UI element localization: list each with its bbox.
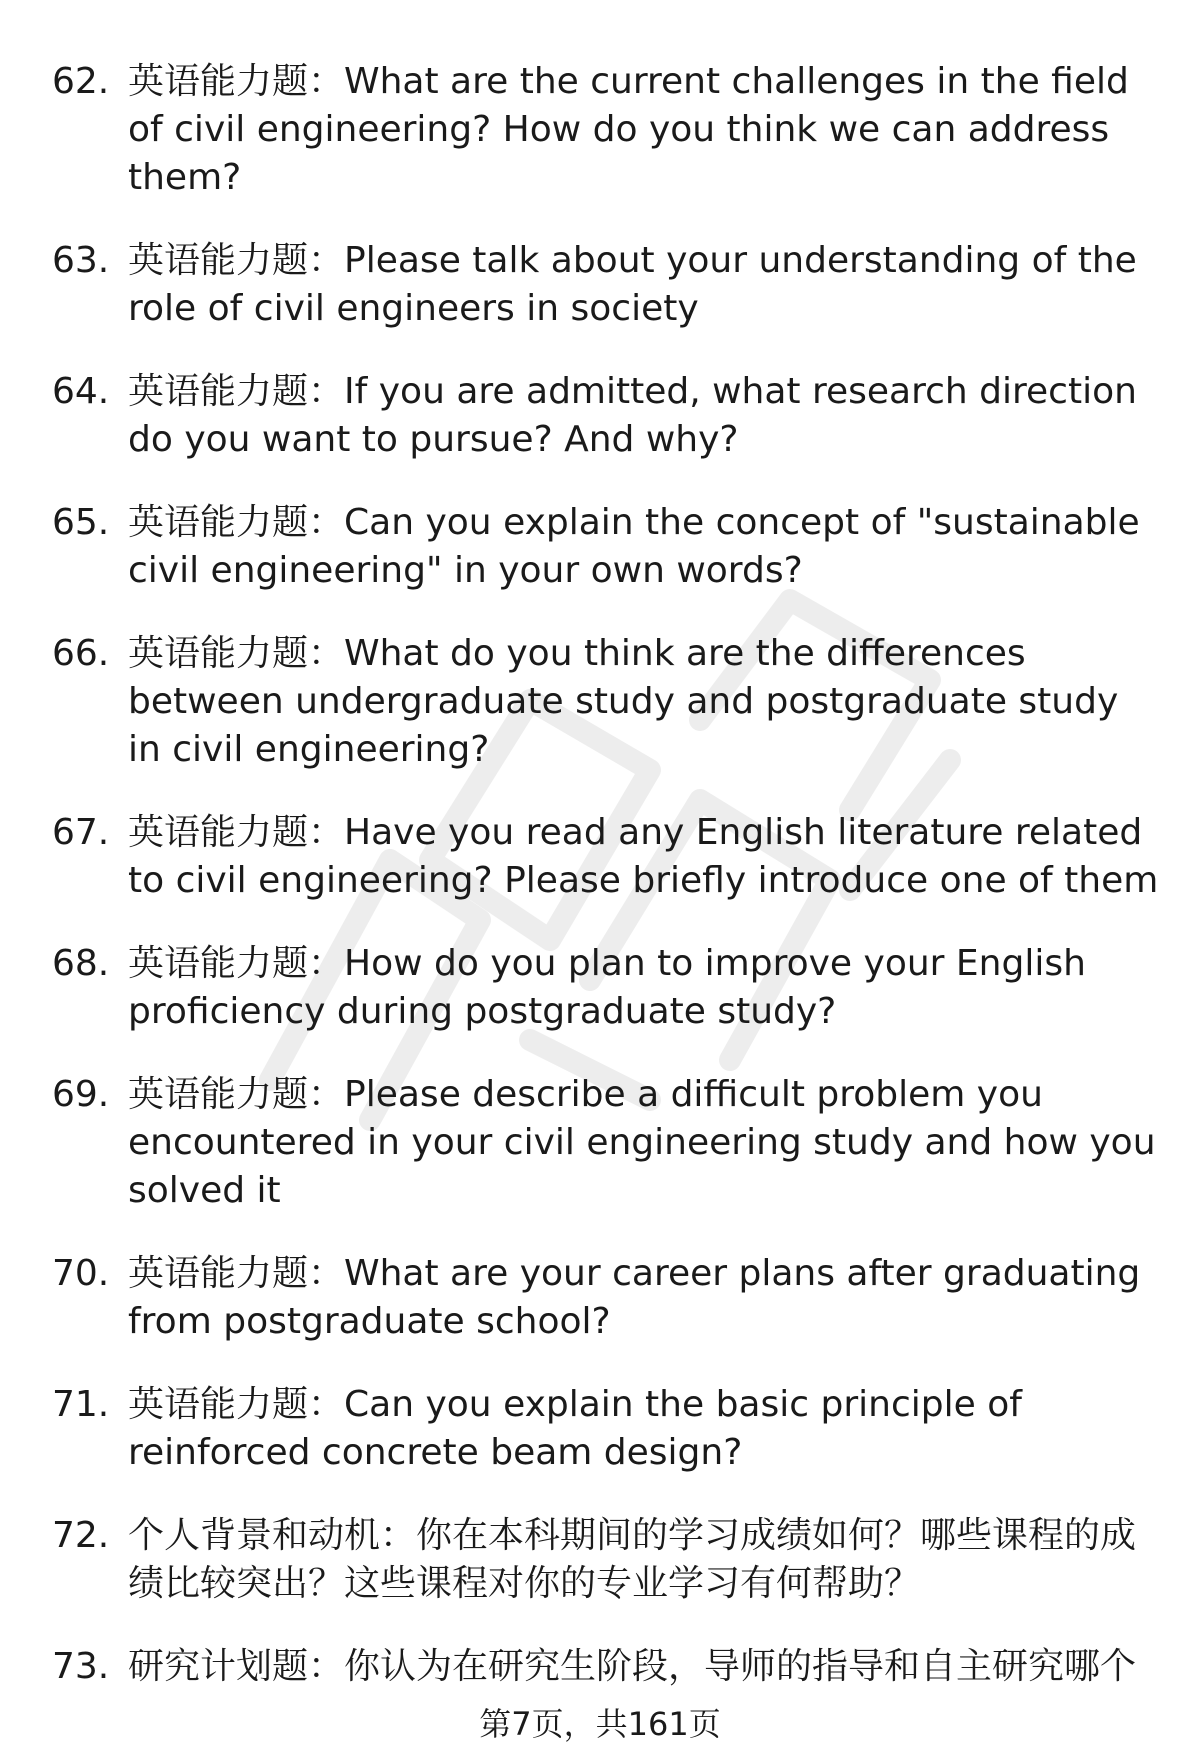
- question-body: [128, 368, 1162, 464]
- question-category: 英语能力题：: [128, 1384, 345, 1425]
- question-item: [52, 630, 1162, 774]
- question-number: 71.: [52, 1384, 110, 1425]
- question-text: What are your career plans after graduating from postgraduate school?: [128, 1253, 1141, 1342]
- question-number: 63.: [52, 240, 110, 281]
- question-category: 个人背景和动机：: [128, 1515, 417, 1556]
- question-number: 73.: [52, 1646, 110, 1687]
- question-item: [52, 1071, 1162, 1215]
- question-category: 英语能力题：: [128, 1074, 345, 1115]
- question-text: 你认为在研究生阶段，导师的指导和自主研究哪个: [344, 1646, 1137, 1687]
- question-item: [52, 368, 1162, 464]
- question-number: 64.: [52, 371, 110, 412]
- question-text: Have you read any English literature related to civil engineering? Please briefly introduce one of them: [128, 812, 1159, 901]
- question-item: [52, 1381, 1162, 1477]
- question-body: [128, 1381, 1162, 1477]
- question-body: [128, 1512, 1162, 1608]
- question-text: What are the current challenges in the field of civil engineering? How do you think we can address them?: [128, 61, 1129, 198]
- question-text: If you are admitted, what research direction do you want to pursue? And why?: [128, 371, 1137, 460]
- question-list: [52, 58, 1162, 1726]
- question-body: [128, 1071, 1162, 1215]
- question-item: [52, 1643, 1162, 1691]
- question-number: 66.: [52, 633, 110, 674]
- question-category: 研究计划题：: [128, 1646, 345, 1687]
- question-number: 67.: [52, 812, 110, 853]
- question-body: [128, 58, 1162, 202]
- question-category: 英语能力题：: [128, 943, 345, 984]
- question-item: [52, 499, 1162, 595]
- question-text: Can you explain the concept of "sustainable civil engineering" in your own words?: [128, 502, 1140, 591]
- question-item: [52, 1250, 1162, 1346]
- question-text: How do you plan to improve your English proficiency during postgraduate study?: [128, 943, 1086, 1032]
- question-item: [52, 237, 1162, 333]
- question-item: [52, 940, 1162, 1036]
- question-item: [52, 809, 1162, 905]
- question-category: 英语能力题：: [128, 61, 345, 102]
- question-category: 英语能力题：: [128, 240, 345, 281]
- question-number: 65.: [52, 502, 110, 543]
- question-category: 英语能力题：: [128, 633, 345, 674]
- question-body: [128, 1250, 1162, 1346]
- question-body: [128, 630, 1162, 774]
- question-number: 62.: [52, 61, 110, 102]
- question-body: [128, 940, 1162, 1036]
- question-body: [128, 809, 1162, 905]
- question-number: 69.: [52, 1074, 110, 1115]
- question-category: 英语能力题：: [128, 371, 345, 412]
- question-text: Please describe a difficult problem you encountered in your civil engineering study and how you solved it: [128, 1074, 1156, 1211]
- question-number: 68.: [52, 943, 110, 984]
- question-body: [128, 237, 1162, 333]
- page-number: 第7页，共161页: [479, 1705, 721, 1743]
- question-category: 英语能力题：: [128, 502, 345, 543]
- question-text: What do you think are the differences between undergraduate study and postgraduate study in civil engineering?: [128, 633, 1119, 770]
- question-body: [128, 499, 1162, 595]
- question-text: 你在本科期间的学习成绩如何？哪些课程的成绩比较突出？这些课程对你的专业学习有何帮助？: [128, 1515, 1137, 1604]
- question-number: 72.: [52, 1515, 110, 1556]
- question-category: 英语能力题：: [128, 812, 345, 853]
- question-number: 70.: [52, 1253, 110, 1294]
- question-text: Can you explain the basic principle of reinforced concrete beam design?: [128, 1384, 1022, 1473]
- question-category: 英语能力题：: [128, 1253, 345, 1294]
- question-body: [128, 1643, 1162, 1691]
- question-item: [52, 58, 1162, 202]
- question-text: Please talk about your understanding of the role of civil engineers in society: [128, 240, 1137, 329]
- question-item: [52, 1512, 1162, 1608]
